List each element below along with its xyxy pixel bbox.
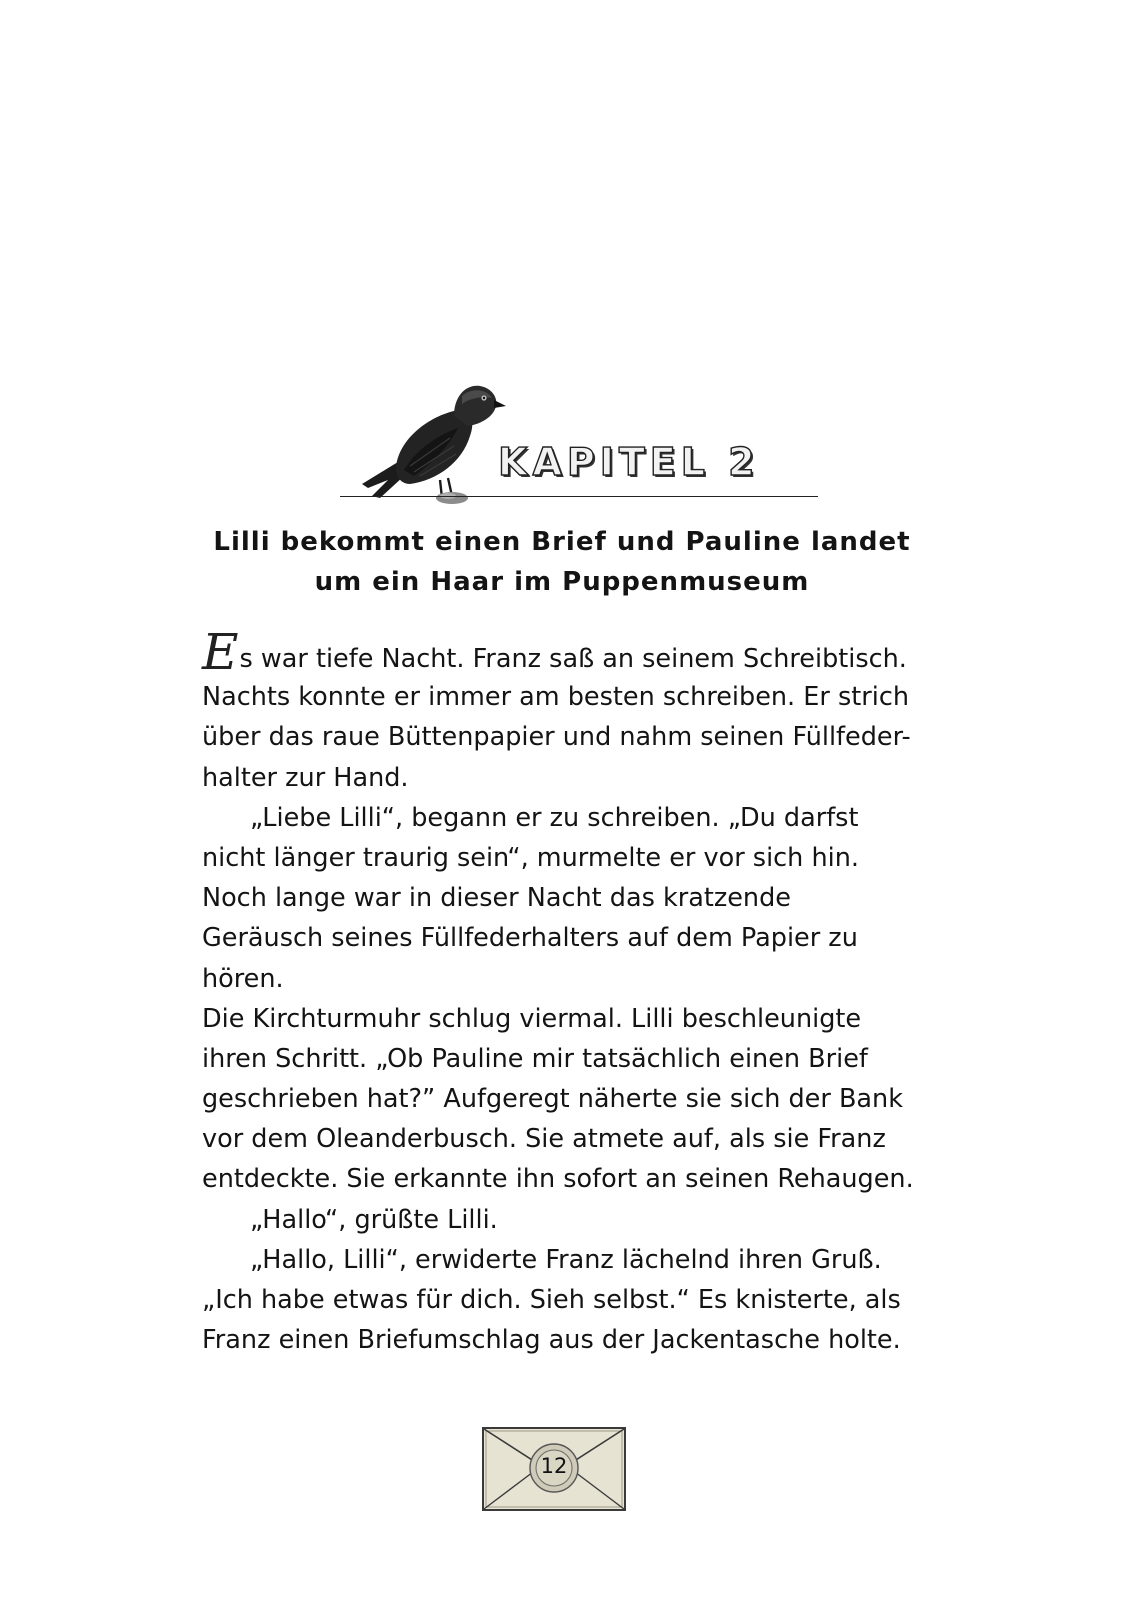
chapter-title: KAPITEL 2 xyxy=(498,440,760,484)
text-line: Noch lange war in dieser Nacht das kratzende xyxy=(202,883,791,914)
text-line: Nachts konnte er immer am besten schreiben. Er strich xyxy=(202,682,910,713)
first-line-text: s war tiefe Nacht. Franz saß an seinem Schreibtisch. xyxy=(239,644,907,674)
text-line-first xyxy=(202,623,962,681)
text-line: „Ich habe etwas für dich. Sieh selbst.“ Es knisterte, als xyxy=(202,1285,901,1315)
text-line: über das raue Büttenpapier und nahm seinen Füllfeder- xyxy=(202,722,911,753)
subtitle-line: um ein Haar im Puppenmuseum xyxy=(314,567,810,597)
text-line: ihren Schritt. „Ob Pauline mir tatsächlich einen Brief xyxy=(202,1043,868,1074)
chapter-header xyxy=(340,380,820,520)
body-text xyxy=(202,623,962,1360)
text-line: nicht länger traurig sein“, murmelte er vor sich hin. xyxy=(202,842,859,873)
jackdaw-bird-illustration xyxy=(358,380,508,520)
text-line: hören. xyxy=(202,963,284,994)
text-line: „Hallo, Lilli“, erwiderte Franz lächelnd ihren Gruß. xyxy=(250,1244,882,1275)
chapter-subtitle xyxy=(160,522,964,602)
chapter-rule xyxy=(340,496,818,497)
text-line: vor dem Oleanderbusch. Sie atmete auf, als sie Franz xyxy=(202,1124,886,1155)
subtitle-line: Lilli bekommt einen Brief und Pauline landet xyxy=(213,527,911,557)
text-line: „Hallo“, grüßte Lilli. xyxy=(250,1204,498,1235)
text-line: halter zur Hand. xyxy=(202,762,409,793)
text-line: geschrieben hat?” Aufgeregt näherte sie sich der Bank xyxy=(202,1084,903,1115)
text-line: Geräusch seines Füllfederhalters auf dem Papier zu xyxy=(202,923,858,954)
text-line: Die Kirchturmuhr schlug viermal. Lilli beschleunigte xyxy=(202,1003,862,1034)
text-line: „Liebe Lilli“, begann er zu schreiben. „Du darfst xyxy=(250,802,859,833)
page-number-envelope xyxy=(481,1426,627,1512)
drop-cap: E xyxy=(202,623,239,681)
page-number: 12 xyxy=(540,1454,568,1478)
text-line: entdeckte. Sie erkannte ihn sofort an seinen Rehaugen. xyxy=(202,1164,914,1195)
text-line: Franz einen Briefumschlag aus der Jackentasche holte. xyxy=(202,1325,901,1356)
